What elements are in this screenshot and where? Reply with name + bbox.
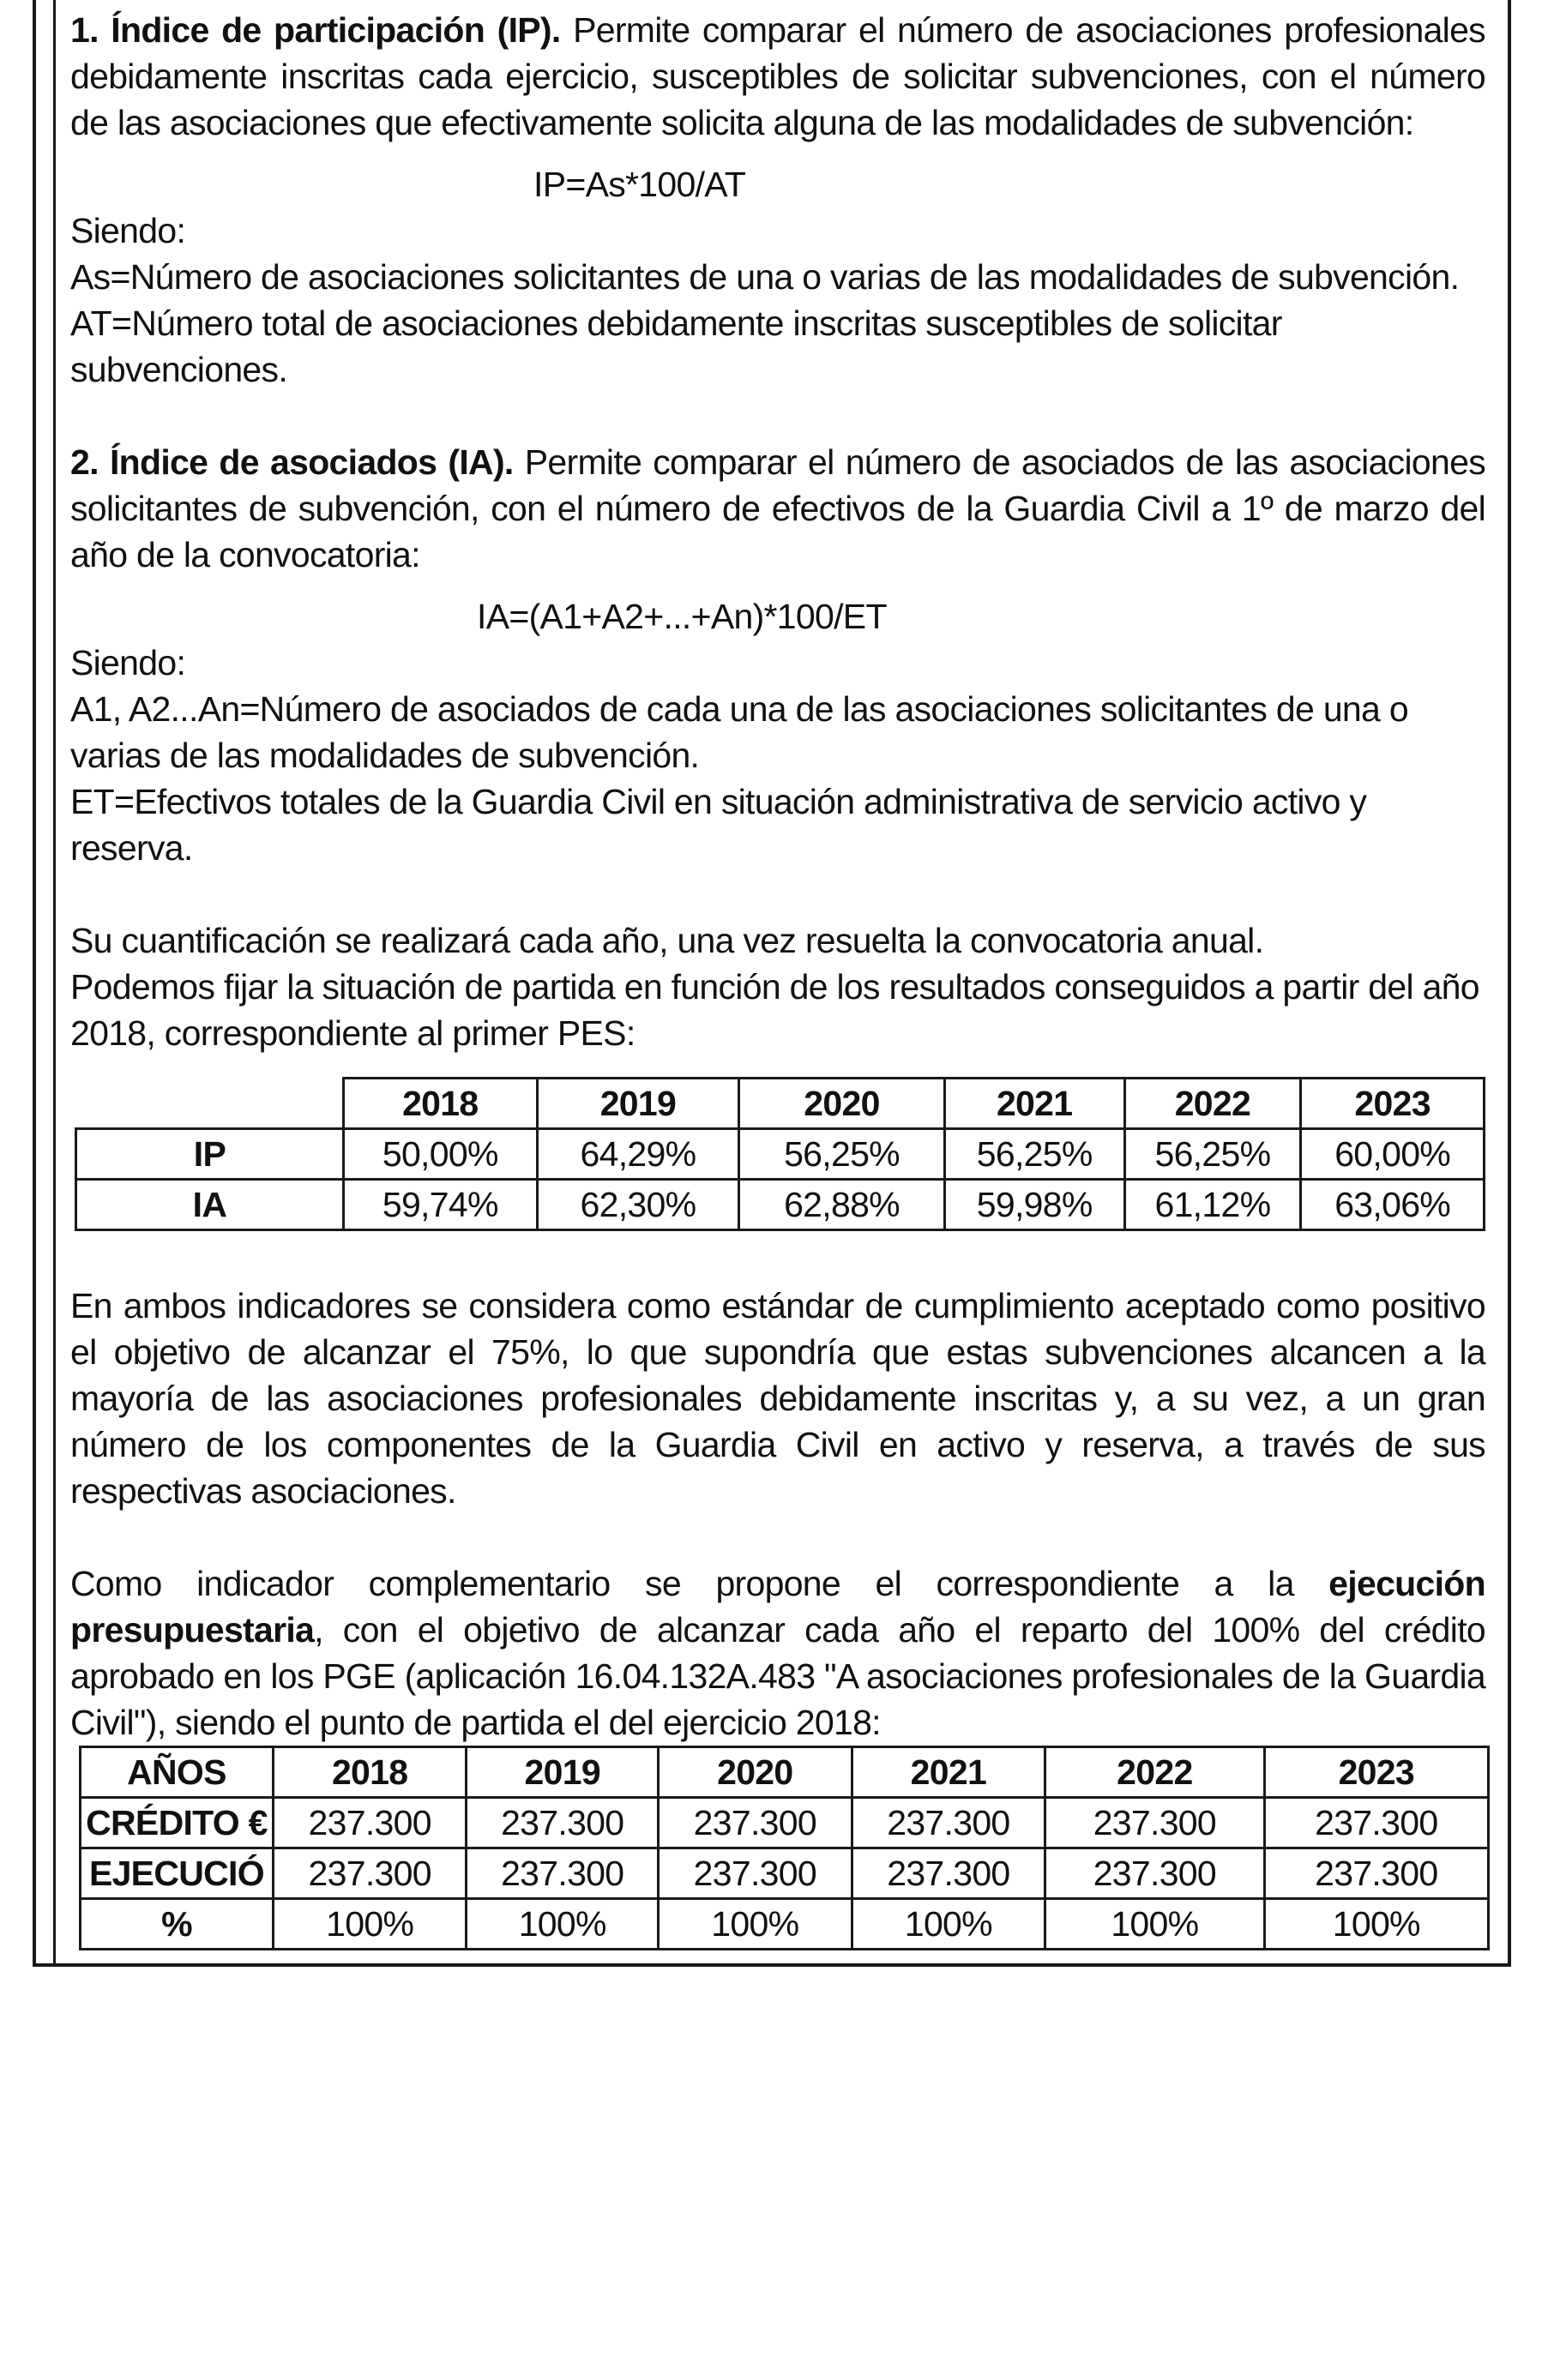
indicators-value-cell: 56,25% <box>944 1129 1124 1180</box>
budget-year-cell: 2023 <box>1264 1747 1488 1798</box>
section1-def-as: As=Número de asociaciones solicitantes de una o varias de las modalidades de subvención. <box>70 257 1460 297</box>
budget-value-cell: 100% <box>659 1899 852 1950</box>
budget-value-cell: 100% <box>1264 1899 1488 1950</box>
frame-left-inner-border <box>53 0 56 1967</box>
budget-row-percent <box>81 1899 1489 1950</box>
indicators-row-label: IP <box>76 1129 344 1180</box>
budget-text-before: Como indicador complementario se propone el correspondiente a la <box>70 1564 1329 1603</box>
indicators-value-cell: 59,98% <box>944 1180 1124 1230</box>
budget-value-cell: 237.300 <box>852 1848 1045 1899</box>
indicators-value-cell: 56,25% <box>1124 1129 1301 1180</box>
indicators-header-row <box>76 1079 1485 1129</box>
section2-def-a: A1, A2...An=Número de asociados de cada una de las asociaciones solicitantes de una o varias de las modalidades de subvención. <box>70 689 1408 775</box>
quantification-line1: Su cuantificación se realizará cada año, una vez resuelta la convocatoria anual. <box>70 921 1264 960</box>
indicators-value-cell: 59,74% <box>343 1180 537 1230</box>
budget-value-cell: 237.300 <box>1264 1798 1488 1848</box>
budget-year-cell: 2022 <box>1045 1747 1264 1798</box>
budget-text-after: , con el objetivo de alcanzar cada año el reparto del 100% del crédito aprobado en los PGE (aplicación 16.04.132A.483 "A asociaciones profesionales de la Guardia Civil"), siendo el punto de partida el del ejercicio 2018: <box>70 1610 1485 1742</box>
section2-formula: IA=(A1+A2+...+An)*100/ET <box>477 597 887 636</box>
section2-paragraph <box>70 439 1485 578</box>
budget-row-label: % <box>81 1899 274 1950</box>
document-body <box>70 7 1485 1056</box>
section2-def-et: ET=Efectivos totales de la Guardia Civil en situación administrativa de servicio activo y reserva. <box>70 782 1367 868</box>
budget-text-bold: ejecución presupuestaria <box>70 1564 1485 1650</box>
indicators-value-cell: 63,06% <box>1301 1180 1485 1230</box>
section1-heading: 1. Índice de participación (IP). <box>70 10 561 50</box>
indicators-year-cell: 2019 <box>537 1079 739 1129</box>
budget-value-cell: 237.300 <box>1264 1848 1488 1899</box>
budget-year-cell: 2018 <box>273 1747 467 1798</box>
frame-right-border <box>1508 0 1511 1967</box>
budget-value-cell: 237.300 <box>467 1798 659 1848</box>
budget-row-label: CRÉDITO € <box>81 1798 274 1848</box>
section2-siendo: Siendo: <box>70 643 186 682</box>
budget-header-label: AÑOS <box>81 1747 274 1798</box>
indicators-corner <box>76 1079 344 1129</box>
indicators-row-ip <box>76 1129 1485 1180</box>
budget-value-cell: 237.300 <box>467 1848 659 1899</box>
section2-heading: 2. Índice de asociados (IA). <box>70 442 514 482</box>
frame-left-outer-border <box>33 0 36 1967</box>
standard-paragraph: En ambos indicadores se considera como estándar de cumplimiento aceptado como positivo el objetivo de alcanzar el 75%, lo que supondría que estas subvenciones alcancen a la mayoría de las asociaciones profesionales debidamente inscritas y, a su vez, a un gran número de los componentes de la Guardia Civil en activo y reserva, a través de sus respectivas asociaciones. <box>70 1286 1485 1511</box>
indicators-value-cell: 60,00% <box>1301 1129 1485 1180</box>
indicators-year-cell: 2022 <box>1124 1079 1301 1129</box>
section1-siendo: Siendo: <box>70 211 186 250</box>
indicators-table <box>75 1077 1485 1231</box>
budget-row-label: EJECUCIÓ <box>81 1848 274 1899</box>
indicators-year-cell: 2018 <box>343 1079 537 1129</box>
budget-header-row <box>81 1747 1489 1798</box>
indicators-year-cell: 2021 <box>944 1079 1124 1129</box>
indicators-value-cell: 61,12% <box>1124 1180 1301 1230</box>
indicators-value-cell: 62,88% <box>739 1180 945 1230</box>
section1-def-at: AT=Número total de asociaciones debidamente inscritas susceptibles de solicitar subvenciones. <box>70 304 1282 389</box>
section1-formula: IP=As*100/AT <box>533 165 746 204</box>
budget-value-cell: 237.300 <box>659 1848 852 1899</box>
budget-paragraph <box>70 1560 1485 1746</box>
budget-value-cell: 100% <box>467 1899 659 1950</box>
budget-value-cell: 237.300 <box>852 1798 1045 1848</box>
indicators-year-cell: 2020 <box>739 1079 945 1129</box>
document-body-lower <box>70 1283 1485 1746</box>
budget-value-cell: 100% <box>273 1899 467 1950</box>
budget-year-cell: 2020 <box>659 1747 852 1798</box>
indicators-row-ia <box>76 1180 1485 1230</box>
indicators-value-cell: 50,00% <box>343 1129 537 1180</box>
frame-bottom-border <box>33 1963 1511 1967</box>
indicators-value-cell: 64,29% <box>537 1129 739 1180</box>
section1-text: Permite comparar el número de asociaciones profesionales debidamente inscritas cada ejercicio, susceptibles de solicitar subvenciones, con el número de las asociaciones que efectivamente solicita alguna de las modalidades de subvención: <box>70 10 1485 142</box>
budget-year-cell: 2021 <box>852 1747 1045 1798</box>
budget-value-cell: 237.300 <box>659 1798 852 1848</box>
quantification-line2: Podemos fijar la situación de partida en función de los resultados conseguidos a partir del año 2018, correspondiente al primer PES: <box>70 967 1479 1053</box>
budget-value-cell: 100% <box>1045 1899 1264 1950</box>
section1-paragraph <box>70 7 1485 146</box>
budget-row-ejecucion <box>81 1848 1489 1899</box>
budget-row-credito <box>81 1798 1489 1848</box>
budget-table <box>79 1746 1490 1950</box>
indicators-value-cell: 56,25% <box>739 1129 945 1180</box>
budget-value-cell: 237.300 <box>1045 1798 1264 1848</box>
budget-value-cell: 237.300 <box>273 1848 467 1899</box>
section2-text: Permite comparar el número de asociados de las asociaciones solicitantes de subvención, con el número de efectivos de la Guardia Civil a 1º de marzo del año de la convocatoria: <box>70 442 1485 574</box>
indicators-year-cell: 2023 <box>1301 1079 1485 1129</box>
indicators-row-label: IA <box>76 1180 344 1230</box>
budget-value-cell: 237.300 <box>273 1798 467 1848</box>
budget-value-cell: 237.300 <box>1045 1848 1264 1899</box>
indicators-value-cell: 62,30% <box>537 1180 739 1230</box>
budget-year-cell: 2019 <box>467 1747 659 1798</box>
budget-value-cell: 100% <box>852 1899 1045 1950</box>
